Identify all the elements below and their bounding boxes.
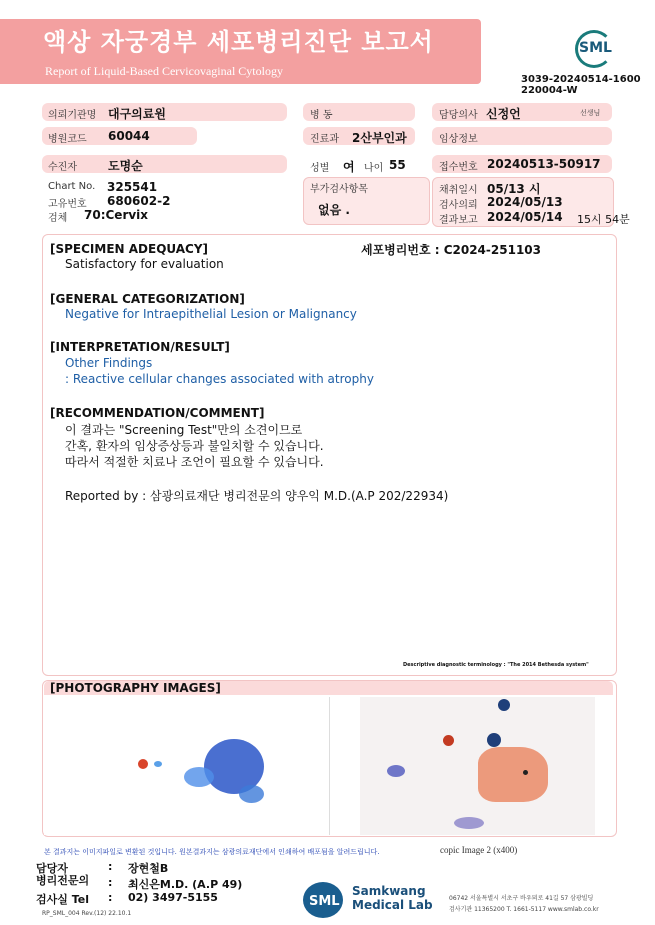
age-label: 나이 — [364, 163, 384, 174]
clinical-label: 임상정보 — [439, 134, 478, 145]
document-number: 3039-20240514-1600 220004-W — [521, 74, 641, 96]
microscopic-image-2 — [360, 697, 595, 835]
sex-value: 여 — [343, 160, 355, 174]
collect-value: 05/13 시 — [487, 182, 541, 196]
doctor-suffix: 선생님 — [580, 109, 601, 117]
tel-label: 검사실 Tel — [36, 893, 89, 906]
adequacy-text: Satisfactory for evaluation — [65, 257, 224, 271]
cell-nucleus — [523, 770, 528, 775]
requesting-org-value: 대구의료원 — [108, 107, 166, 121]
receipt-label: 접수번호 — [439, 162, 478, 173]
age-value: 55 — [389, 158, 406, 172]
recommendation-heading: [RECOMMENDATION/COMMENT] — [50, 406, 265, 420]
cell-small — [154, 761, 162, 767]
adequacy-heading: [SPECIMEN ADEQUACY] — [50, 242, 209, 256]
reported-by: Reported by : 삼광의료재단 병리전문의 양우익 M.D.(A.P 202/22934) — [65, 489, 449, 503]
dept-label: 진료과 — [310, 134, 339, 145]
hospital-code-value: 60044 — [108, 129, 150, 143]
staff-label: 담당자 — [36, 862, 68, 875]
staff-value: 장현철B — [128, 862, 169, 875]
ward-label: 병 동 — [310, 110, 333, 121]
unique-no-value: 680602-2 — [107, 194, 171, 208]
sml-logo-text: SML — [579, 40, 612, 56]
cell-dark — [498, 699, 510, 711]
company-contact: 검사기관 11365200 T. 1661-5117 www.smlab.co.kr — [449, 906, 599, 913]
sex-label: 성별 — [310, 163, 330, 174]
chart-no-label: Chart No. — [48, 181, 96, 192]
report-title: 액상 자궁경부 세포병리진단 보고서 — [43, 28, 434, 56]
chart-no-value: 325541 — [107, 180, 158, 194]
requesting-org-label: 의뢰기관명 — [48, 110, 97, 121]
company-name-1: Samkwang — [352, 884, 426, 898]
cell-red — [138, 759, 148, 769]
general-heading: [GENERAL CATEGORIZATION] — [50, 292, 245, 306]
recommendation-line-3: 따라서 적절한 치료나 조언이 필요할 수 있습니다. — [65, 455, 324, 469]
report-subtitle: Report of Liquid-Based Cervicovaginal Cytology — [45, 64, 283, 78]
test-label: 검체 — [48, 213, 68, 224]
terminology-note: Descriptive diagnostic terminology : "The 2014 Bethesda system" — [403, 662, 589, 668]
unique-no-label: 고유번호 — [48, 199, 87, 210]
cell-purple — [454, 817, 484, 829]
general-text: Negative for Intraepithelial Lesion or Malignancy — [65, 307, 357, 321]
pathologist-value: 최신은M.D. (A.P 49) — [128, 878, 243, 891]
cell-cluster — [239, 785, 264, 803]
form-code: RP_SML_004 Rev.(12) 22.10.1 — [42, 910, 132, 917]
patient-row — [42, 155, 287, 173]
doctor-value: 신정언 — [486, 107, 521, 121]
company-name-2: Medical Lab — [352, 898, 433, 912]
conversion-notice: 본 결과지는 이미지파일로 변환된 것입니다. 원본결과지는 삼광의료재단에서 인쇄하여 배포됨을 알려드립니다. — [44, 848, 380, 856]
report-date-value: 2024/05/14 — [487, 210, 563, 224]
request-value: 2024/05/13 — [487, 195, 563, 209]
company-address: 06742 서울특별시 서초구 바우뫼로 41길 57 삼광빌딩 — [449, 895, 594, 902]
pathologist-label: 병리전문의 — [36, 874, 90, 887]
receipt-value: 20240513-50917 — [487, 157, 601, 171]
doctor-label: 담당의사 — [439, 110, 478, 121]
tel-value: 02) 3497-5155 — [128, 891, 218, 904]
cell-cluster — [184, 767, 214, 787]
microscopic-image-1 — [44, 697, 330, 835]
extra-test-value: 없음 . — [318, 203, 350, 217]
recommendation-line-2: 간혹, 환자의 임상증상등과 불일치할 수 있습니다. — [65, 439, 324, 453]
squamous-cell — [478, 747, 548, 802]
cell-dark — [487, 733, 501, 747]
interp-text-2: : Reactive cellular changes associated with atrophy — [65, 372, 374, 386]
cytology-number: 세포병리번호 : C2024-251103 — [361, 243, 541, 257]
patient-value: 도명순 — [108, 159, 143, 173]
report-label: 결과보고 — [439, 215, 478, 226]
test-value: 70:Cervix — [84, 208, 149, 222]
patient-label: 수진자 — [48, 162, 77, 173]
cell-purple — [387, 765, 405, 777]
recommendation-line-1: 이 결과는 "Screening Test"만의 소견이므로 — [65, 423, 303, 437]
dept-value: 2산부인과 — [352, 131, 407, 145]
hospital-code-label: 병원코드 — [48, 134, 87, 145]
report-time-value: 15시 54분 — [577, 213, 630, 226]
interp-text-1: Other Findings — [65, 356, 153, 370]
request-label: 검사의뢰 — [439, 200, 478, 211]
photo-heading: [PHOTOGRAPHY IMAGES] — [50, 681, 221, 695]
collect-label: 채취일시 — [439, 185, 478, 196]
interp-heading: [INTERPRETATION/RESULT] — [50, 340, 230, 354]
image-caption-2: copic Image 2 (x400) — [440, 845, 518, 855]
samkwang-logo-text: SML — [309, 894, 340, 909]
extra-test-label: 부가검사항목 — [310, 184, 368, 195]
cell-red — [443, 735, 454, 746]
